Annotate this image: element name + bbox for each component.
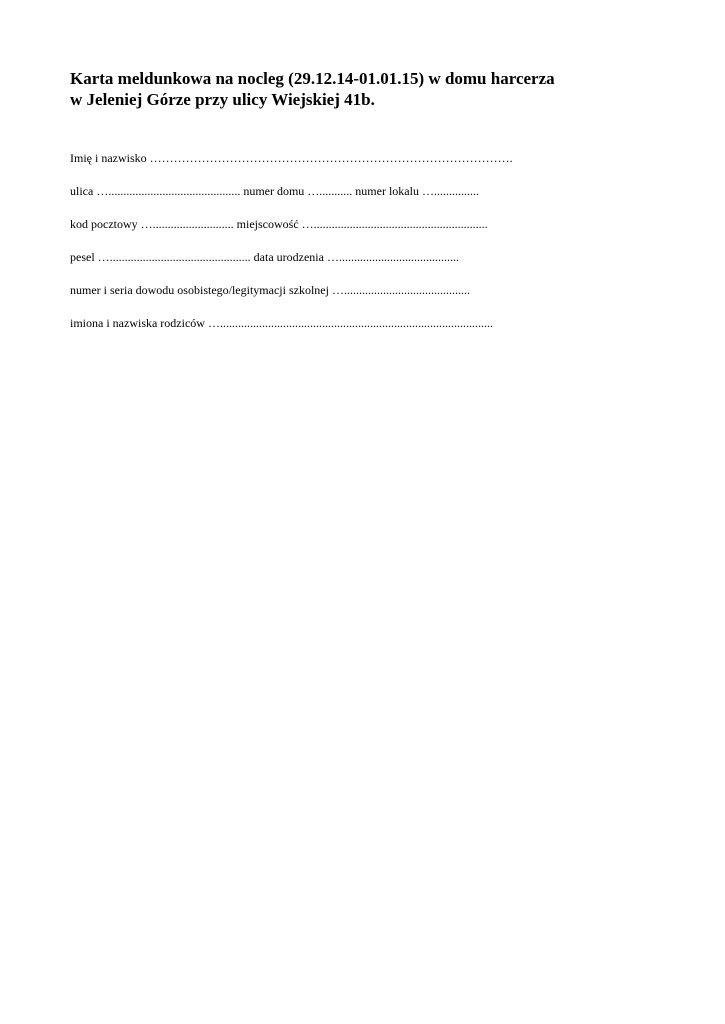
field-id-document: numer i seria dowodu osobistego/legitymacji szkolnej ….......................................... [70,283,470,297]
document-title [70,68,670,110]
field-pesel-birthdate: pesel …............................................... data urodzenia …........................................ [70,250,459,264]
title-line-2: w Jeleniej Górze przy ulicy Wiejskiej 41b. [70,90,375,109]
field-full-name: Imię i nazwisko ………………………………………………………………………………. [70,151,513,165]
registration-form [70,150,670,348]
field-postal-city: kod pocztowy …........................... miejscowość ….......................................................... [70,217,488,231]
field-address: ulica …............................................ numer domu …........... numer lokalu …............... [70,184,479,198]
title-line-1: Karta meldunkowa na nocleg (29.12.14-01.01.15) w domu harcerza [70,69,555,88]
field-parents-names: imiona i nazwiska rodziców …........................................................................................... [70,316,493,330]
